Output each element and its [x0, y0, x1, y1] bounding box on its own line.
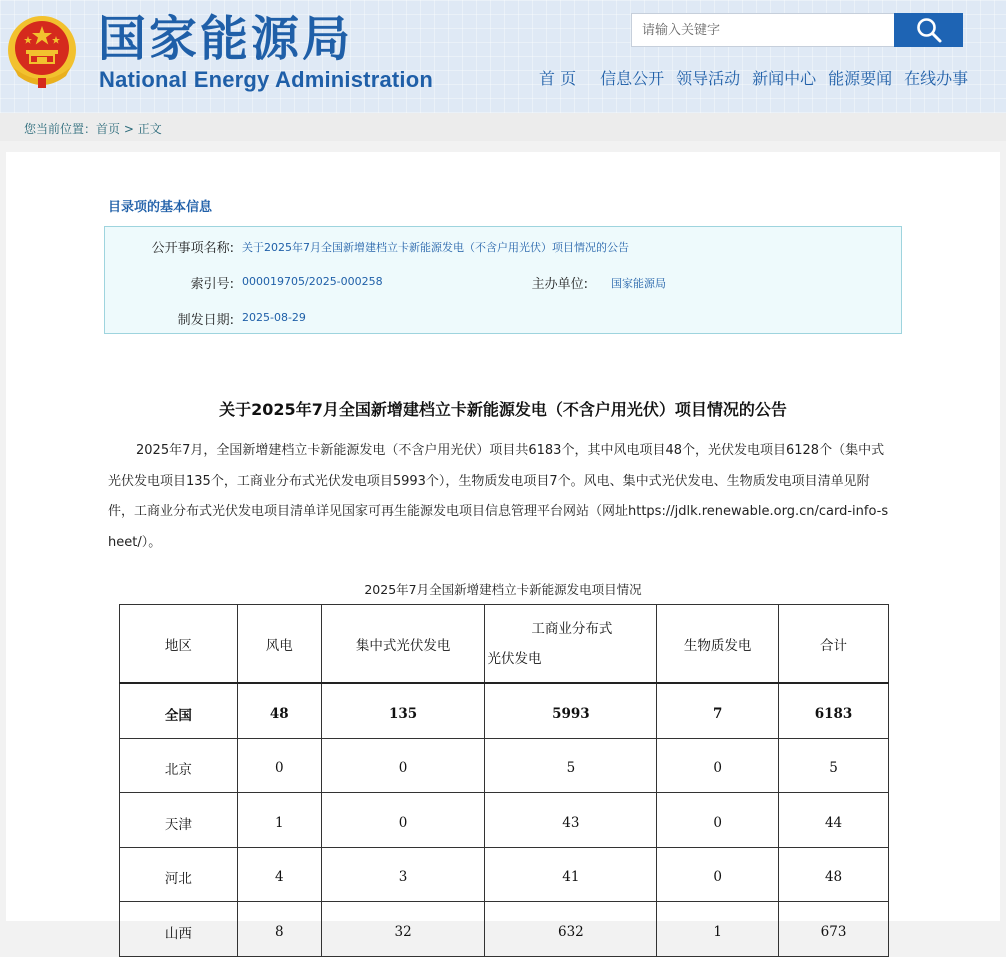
breadcrumb-current[interactable]: 正文 [137, 122, 162, 136]
cell-biomass: 7 [657, 683, 779, 738]
cell-wind: 1 [237, 793, 321, 848]
cell-total: 673 [779, 902, 889, 957]
search-button[interactable] [894, 13, 963, 47]
national-emblem-icon [6, 10, 78, 90]
cell-region: 天津 [120, 793, 238, 848]
header-ci-pv [485, 605, 657, 684]
nav-news-center[interactable]: 新闻中心 [752, 69, 817, 88]
cell-total: 6183 [779, 683, 889, 738]
cell-total: 48 [779, 847, 889, 902]
org-label: 主办单位: [531, 277, 588, 292]
cell-biomass: 0 [657, 793, 779, 848]
cell-total: 5 [779, 738, 889, 793]
header-wind: 风电 [237, 605, 321, 684]
nav-info-disclosure[interactable]: 信息公开 [600, 69, 665, 88]
header-total: 合计 [779, 605, 889, 684]
main-nav [530, 66, 974, 89]
nav-home[interactable]: 首 页 [539, 69, 577, 88]
info-section-title: 目录项的基本信息 [108, 200, 213, 215]
header-ci-pv-line2: 光伏发电 [487, 650, 542, 667]
site-name-cn: 国家能源局 [98, 11, 354, 67]
cell-central-pv: 0 [321, 793, 485, 848]
cell-region: 全国 [120, 683, 238, 738]
cell-ci-pv: 5 [485, 738, 657, 793]
cell-total: 44 [779, 793, 889, 848]
cell-ci-pv: 632 [485, 902, 657, 957]
table-row [120, 847, 889, 902]
table-caption: 2025年7月全国新增建档立卡新能源发电项目情况 [364, 582, 642, 597]
cell-central-pv: 3 [321, 847, 485, 902]
cell-region: 山西 [120, 902, 238, 957]
cell-biomass: 0 [657, 847, 779, 902]
header-region: 地区 [120, 605, 238, 684]
table-row [120, 738, 889, 793]
breadcrumb-separator: > [120, 122, 138, 136]
cell-wind: 0 [237, 738, 321, 793]
breadcrumb [24, 120, 162, 137]
index-label: 索引号: [190, 277, 234, 292]
breadcrumb-prefix: 您当前位置： [24, 122, 97, 136]
date-value: 2025-08-29 [242, 311, 306, 324]
cell-central-pv: 32 [321, 902, 485, 957]
table-row [120, 683, 889, 738]
main-content [6, 152, 1000, 942]
date-label: 制发日期: [177, 313, 234, 328]
info-box [104, 226, 902, 334]
projects-table [119, 604, 889, 957]
article-title: 关于2025年7月全国新增建档立卡新能源发电（不含户用光伏）项目情况的公告 [219, 400, 787, 419]
header-ci-pv-line1: 工商业分布式 [531, 620, 613, 637]
site-header [0, 0, 1006, 114]
cell-biomass: 0 [657, 738, 779, 793]
cell-region: 北京 [120, 738, 238, 793]
cell-wind: 8 [237, 902, 321, 957]
table-header-row [120, 605, 889, 684]
cell-region: 河北 [120, 847, 238, 902]
nav-energy-news[interactable]: 能源要闻 [828, 69, 893, 88]
index-value: 000019705/2025-000258 [242, 275, 383, 288]
cell-central-pv: 0 [321, 738, 485, 793]
article-body: 2025年7月，全国新增建档立卡新能源发电（不含户用光伏）项目共6183个，其中风电项目48个，光伏发电项目6128个（集中式光伏发电项目135个，工商业分布式光伏发电项目5993个），生物质发电项目7个。风电、集中式光伏发电、生物质发电项目清单见附件，工商业分布式光伏发电项目清单详见国家可再生能源发电项目信息管理平台网站（网址https://jdlk.renewable.org.cn/card-info-sheet/）。 [108, 443, 889, 550]
table-row [120, 902, 889, 957]
search-input[interactable] [631, 13, 894, 47]
nav-leadership[interactable]: 领导活动 [676, 69, 741, 88]
table-row [120, 793, 889, 848]
name-value: 关于2025年7月全国新增建档立卡新能源发电（不含户用光伏）项目情况的公告 [242, 241, 629, 254]
header-biomass: 生物质发电 [657, 605, 779, 684]
site-name-en: National Energy Administration [99, 67, 434, 92]
cell-biomass: 1 [657, 902, 779, 957]
cell-ci-pv: 43 [485, 793, 657, 848]
cell-wind: 48 [237, 683, 321, 738]
search-icon [915, 16, 943, 44]
cell-ci-pv: 41 [485, 847, 657, 902]
breadcrumb-home-link[interactable]: 首页 [96, 122, 121, 136]
nav-online-services[interactable]: 在线办事 [904, 69, 969, 88]
name-label: 公开事项名称: [151, 241, 234, 256]
header-central-pv: 集中式光伏发电 [321, 605, 485, 684]
org-value: 国家能源局 [611, 277, 666, 290]
cell-ci-pv: 5993 [485, 683, 657, 738]
cell-wind: 4 [237, 847, 321, 902]
cell-central-pv: 135 [321, 683, 485, 738]
breadcrumb-bar [0, 113, 1006, 141]
